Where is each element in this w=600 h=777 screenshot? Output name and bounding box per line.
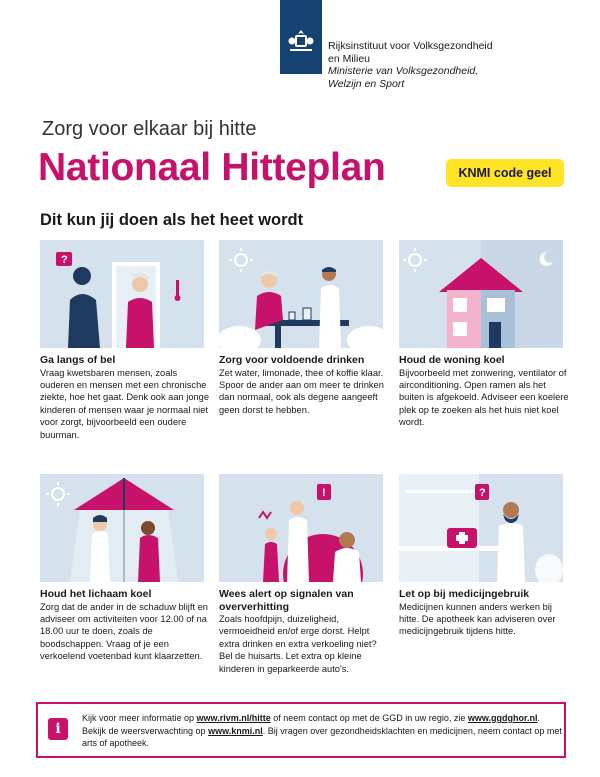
card-visit-or-call [40, 240, 210, 441]
knmi-link[interactable]: www.knmi.nl [208, 725, 263, 736]
ggdghor-link[interactable]: www.ggdghor.nl [467, 713, 538, 723]
card-body: Zoals hoofdpijn, duizeligheid, vermoeidheid en/of erge dorst. Helpt extra drinken en extra verkoeling niet? Bel de huisarts. Let extra op kleine kinderen in geparkeerde auto's. [219, 614, 377, 674]
rijksoverheid-logo [280, 0, 322, 74]
org-line-1: Rijksinstituut voor Volksgezondheid [328, 40, 493, 52]
drinking-illustration [219, 240, 383, 348]
org-line-2: en Milieu [328, 52, 371, 65]
card-body: Vraag kwetsbaren mensen, zoals ouderen en mensen met een chronische ziekte, hoe het gaat. Denk ook aan jonge kinderen of mensen waar je normaal niet voor zorgt, bijvoorbeeld een oudere buurman. [40, 367, 210, 440]
card-body: Medicijnen kunnen anders werken bij hitte. De apotheek kan adviseren over medicijngebruik tijdens hitte. [399, 601, 556, 637]
org-line-4: Welzijn en Sport [328, 77, 405, 90]
medication-illustration [399, 474, 563, 582]
svg-text:?: ? [61, 254, 68, 266]
page-title: Nationaal Hitteplan [38, 146, 386, 189]
card-body: Bijvoorbeeld met zonwering, ventilator of airconditioning. Open ramen als het buiten is afgekoeld. Adviseer een koelere plek op te zoeken als het huis niet koel wordt. [399, 367, 569, 428]
info-text [82, 712, 562, 750]
section-heading: Dit kun jij doen als het heet wordt [40, 211, 304, 229]
organisation-name [328, 40, 493, 90]
info-icon: i [48, 718, 68, 740]
info-text-2: of neem contact op met de GGD in uw regio, zie [270, 713, 468, 723]
card-overheating-signals [219, 474, 389, 675]
card-title: Wees alert op signalen van oververhitting [219, 588, 354, 613]
info-text-4: . Bij vragen over gezondheidsklachten en medicijnen, neem contact op met arts of apotheek. [82, 725, 562, 748]
alert-illustration [219, 474, 383, 582]
card-medication [399, 474, 569, 638]
card-title: Houd het lichaam koel [40, 588, 152, 600]
knmi-code-badge: KNMI code geel [446, 159, 564, 187]
card-cool-home [399, 240, 569, 429]
coat-of-arms-icon [287, 28, 315, 54]
info-box [36, 702, 566, 758]
card-cool-body [40, 474, 210, 663]
org-line-3: Ministerie van Volksgezondheid, [328, 65, 479, 77]
card-body: Zorg dat de ander in de schaduw blijft en adviseer om activiteiten voor 12.00 of na 18.00 uur te doen, zoals de boodschappen. Vraag of je een verkoelend voetenbad kunt klaarzetten. [40, 601, 208, 662]
house-illustration [399, 240, 563, 348]
card-title: Houd de woning koel [399, 354, 505, 366]
svg-text:?: ? [479, 487, 486, 499]
shade-illustration [40, 474, 204, 582]
visit-illustration [40, 240, 204, 348]
info-text-1: Kijk voor meer informatie op [82, 713, 197, 723]
info-text-3: . Bekijk de weersverwachting op [82, 713, 541, 736]
svg-text:!: ! [322, 487, 326, 499]
card-title: Zorg voor voldoende drinken [219, 354, 365, 366]
rivm-link[interactable]: www.rivm.nl/hitte [196, 713, 271, 723]
card-body: Zet water, limonade, thee of koffie klaar. Spoor de ander aan om meer te drinken dan normaal, ook als degene aangeeft geen dorst te hebben. [219, 367, 384, 415]
subtitle: Zorg voor elkaar bij hitte [42, 118, 257, 140]
card-drinking [219, 240, 389, 416]
card-title: Let op bij medicijngebruik [399, 588, 530, 600]
card-title: Ga langs of bel [40, 354, 116, 366]
